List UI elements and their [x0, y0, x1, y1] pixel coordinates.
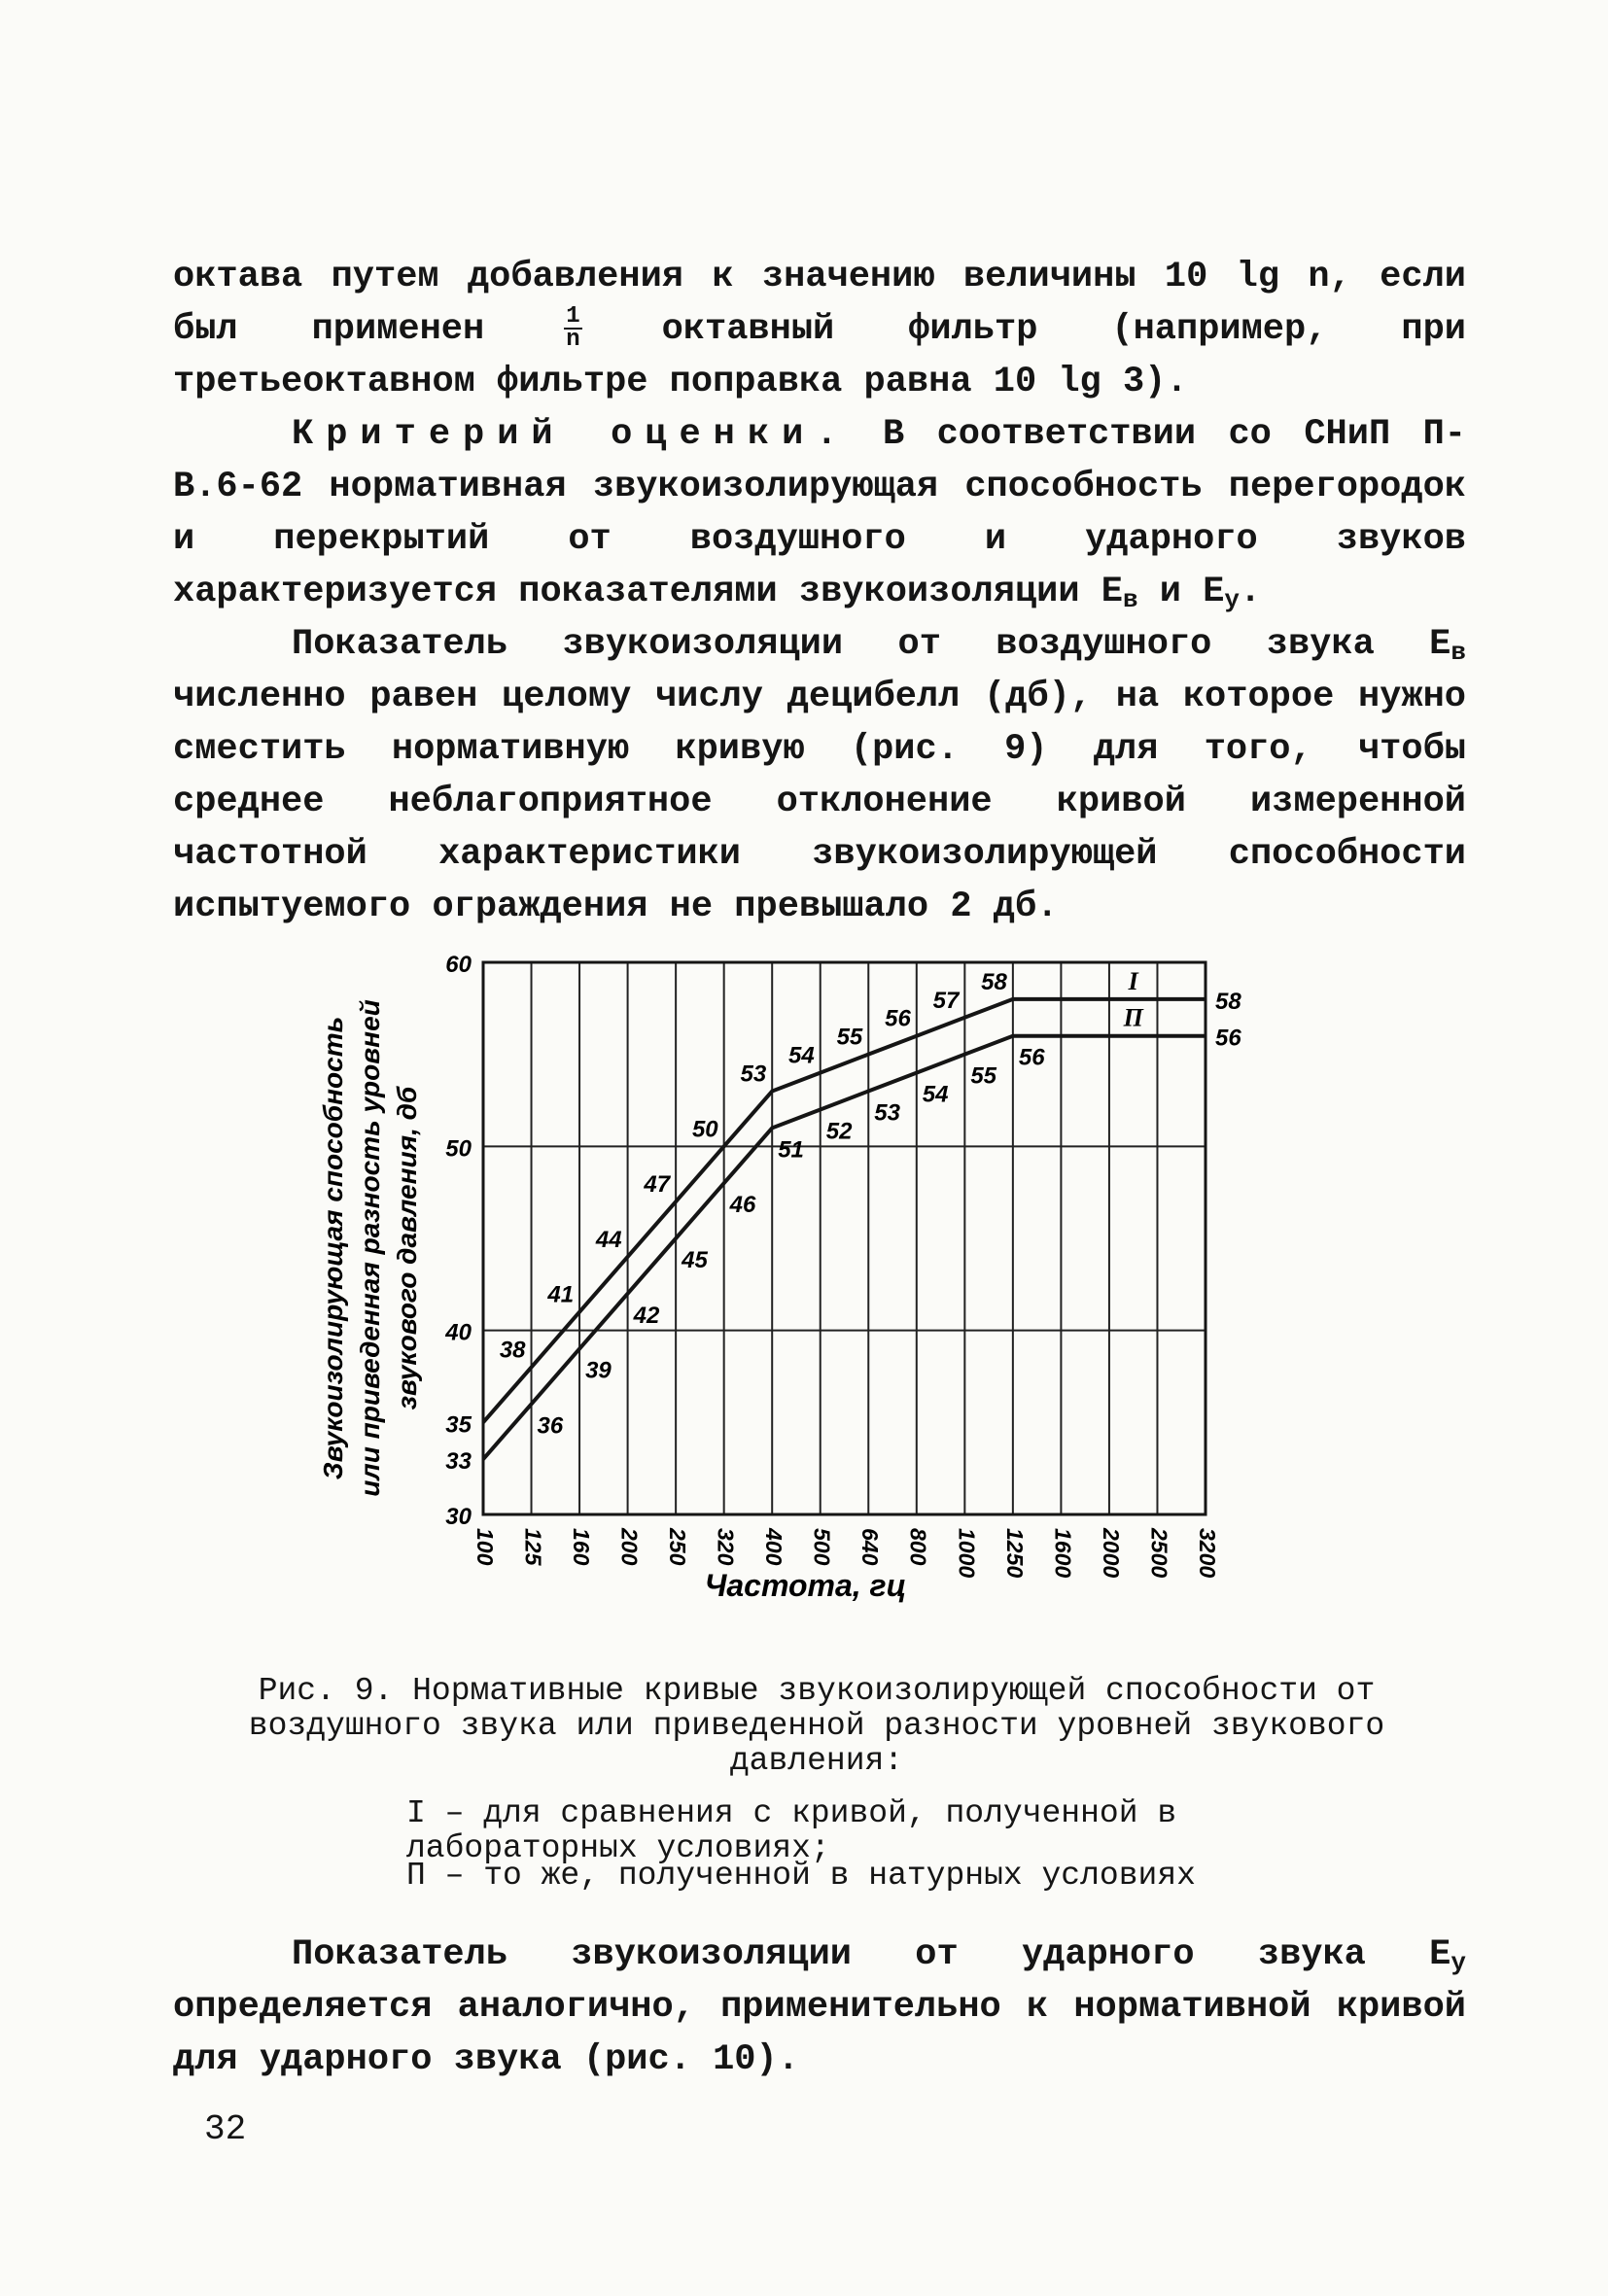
data-label: 42 [633, 1302, 660, 1329]
chart-axes [318, 952, 1220, 1603]
x-tick-label: 2000 [1098, 1528, 1124, 1579]
paragraph-2-mid: и E [1137, 572, 1225, 612]
y-axis-label-line: или приведенная разность уровней [355, 999, 385, 1497]
paragraph-3-text-b: численно равен целому числу децибелл (дб), на которое нужно сместить нормативную кривую (рис. 9) для того, чтобы среднее неблагоприятное отклонение кривой измеренной частотной характеристики звукоизолирующей способности испытуемого ограждения не превышало 2 дб. [173, 677, 1466, 927]
paragraph-4 [173, 1929, 1466, 2086]
data-label: 56 [885, 1005, 911, 1032]
fraction-numerator: 1 [566, 303, 580, 330]
data-label: 57 [932, 987, 960, 1014]
data-label: 39 [585, 1357, 612, 1384]
x-tick-label: 3200 [1194, 1528, 1220, 1579]
figure-caption [194, 1674, 1439, 1779]
x-tick-label: 160 [568, 1528, 594, 1566]
data-label: 45 [682, 1247, 708, 1273]
data-label: 54 [922, 1081, 949, 1108]
y-tick-label: 60 [445, 952, 472, 978]
y-tick-label: 40 [445, 1319, 472, 1346]
data-label: 54 [788, 1042, 815, 1069]
page-number: 32 [204, 2109, 247, 2149]
paragraph-1-text-a: октава путем добавления к значению величины 10 lg n, если был применен [173, 257, 1466, 350]
paragraph-1-text-b: октавный фильтр (например, при третьеоктавном фильтре поправка равна 10 lg 3). [173, 309, 1466, 402]
x-tick-label: 100 [472, 1528, 498, 1566]
data-label: 36 [537, 1412, 564, 1440]
x-tick-label: 1600 [1050, 1528, 1076, 1579]
data-label: 58 [1215, 988, 1241, 1015]
x-tick-label: 640 [857, 1528, 884, 1566]
x-tick-label: 2500 [1146, 1528, 1172, 1579]
data-label: 56 [1215, 1025, 1241, 1052]
x-tick-label: 400 [761, 1528, 787, 1566]
y-axis-label-line: Звукоизолирующая способность [318, 1016, 348, 1480]
caption-item-1: I – для сравнения с кривой, полученной в лабораторных условиях; [406, 1795, 1177, 1866]
data-label: 53 [740, 1061, 767, 1088]
x-tick-label: 250 [665, 1528, 691, 1566]
paragraph-2-text: В соответствии со СНиП П-В.6-62 нормативная звукоизолирующая способность перегородок и перекрытий от воздушного и ударного звуков характеризуется показателями звукоизоляции E [173, 414, 1466, 612]
data-label: 46 [729, 1192, 756, 1219]
data-label: 51 [778, 1136, 804, 1164]
x-tick-label: 800 [905, 1528, 931, 1566]
data-label: 56 [1018, 1044, 1045, 1071]
paragraph-2-end: . [1240, 572, 1262, 612]
data-label: 44 [595, 1226, 622, 1253]
subscript-u: у [1451, 1948, 1466, 1977]
caption-item-2: П – то же, полученной в натурных условиях [406, 1858, 1196, 1894]
y-axis-label-line: звукового давления, дб [392, 1086, 422, 1410]
data-label: 38 [499, 1337, 526, 1364]
caption-title: Рис. 9. Нормативные кривые звукоизолирующей способности от воздушного звука или приведенной разности уровней звукового давления: [248, 1673, 1385, 1779]
x-tick-label: 500 [809, 1528, 835, 1566]
series-name-label: П [1123, 1003, 1143, 1032]
y-tick-label: 50 [445, 1135, 472, 1163]
paragraph-3-text-a: Показатель звукоизоляции от воздушного звука E [292, 624, 1451, 665]
x-tick-label: 1250 [1001, 1528, 1028, 1579]
fraction-denominator: n [566, 327, 580, 354]
x-tick-label: 125 [520, 1528, 546, 1566]
subscript-v: в [1122, 585, 1138, 614]
y-tick-label: 30 [445, 1504, 472, 1530]
data-label: 58 [981, 968, 1007, 995]
data-label: 55 [970, 1062, 997, 1090]
data-label: 53 [874, 1099, 900, 1127]
x-tick-label: 320 [713, 1528, 739, 1566]
x-tick-label: 200 [616, 1528, 643, 1566]
data-label: 47 [644, 1171, 671, 1199]
y-tick-label: 33 [445, 1448, 472, 1476]
subscript-v: в [1451, 638, 1466, 667]
series-line-II [483, 1036, 1206, 1459]
y-tick-label: 35 [445, 1411, 472, 1439]
paragraph-4-text-a: Показатель звукоизоляции от ударного звука E [292, 1934, 1451, 1975]
x-tick-label: 1000 [954, 1528, 980, 1579]
data-label: 41 [547, 1281, 575, 1308]
data-label: 50 [691, 1116, 718, 1143]
data-label: 55 [836, 1024, 863, 1051]
data-label: 52 [825, 1118, 853, 1145]
subscript-u: у [1224, 585, 1241, 614]
x-axis-label: Частота, гц [704, 1568, 907, 1603]
series-name-label: I [1128, 966, 1138, 995]
section-heading: Критерий оценки. [292, 414, 851, 455]
paragraph-4-text-b: определяется аналогично, применительно к нормативной кривой для ударного звука (рис. 10). [173, 1987, 1466, 2080]
chart-series [483, 999, 1206, 1459]
